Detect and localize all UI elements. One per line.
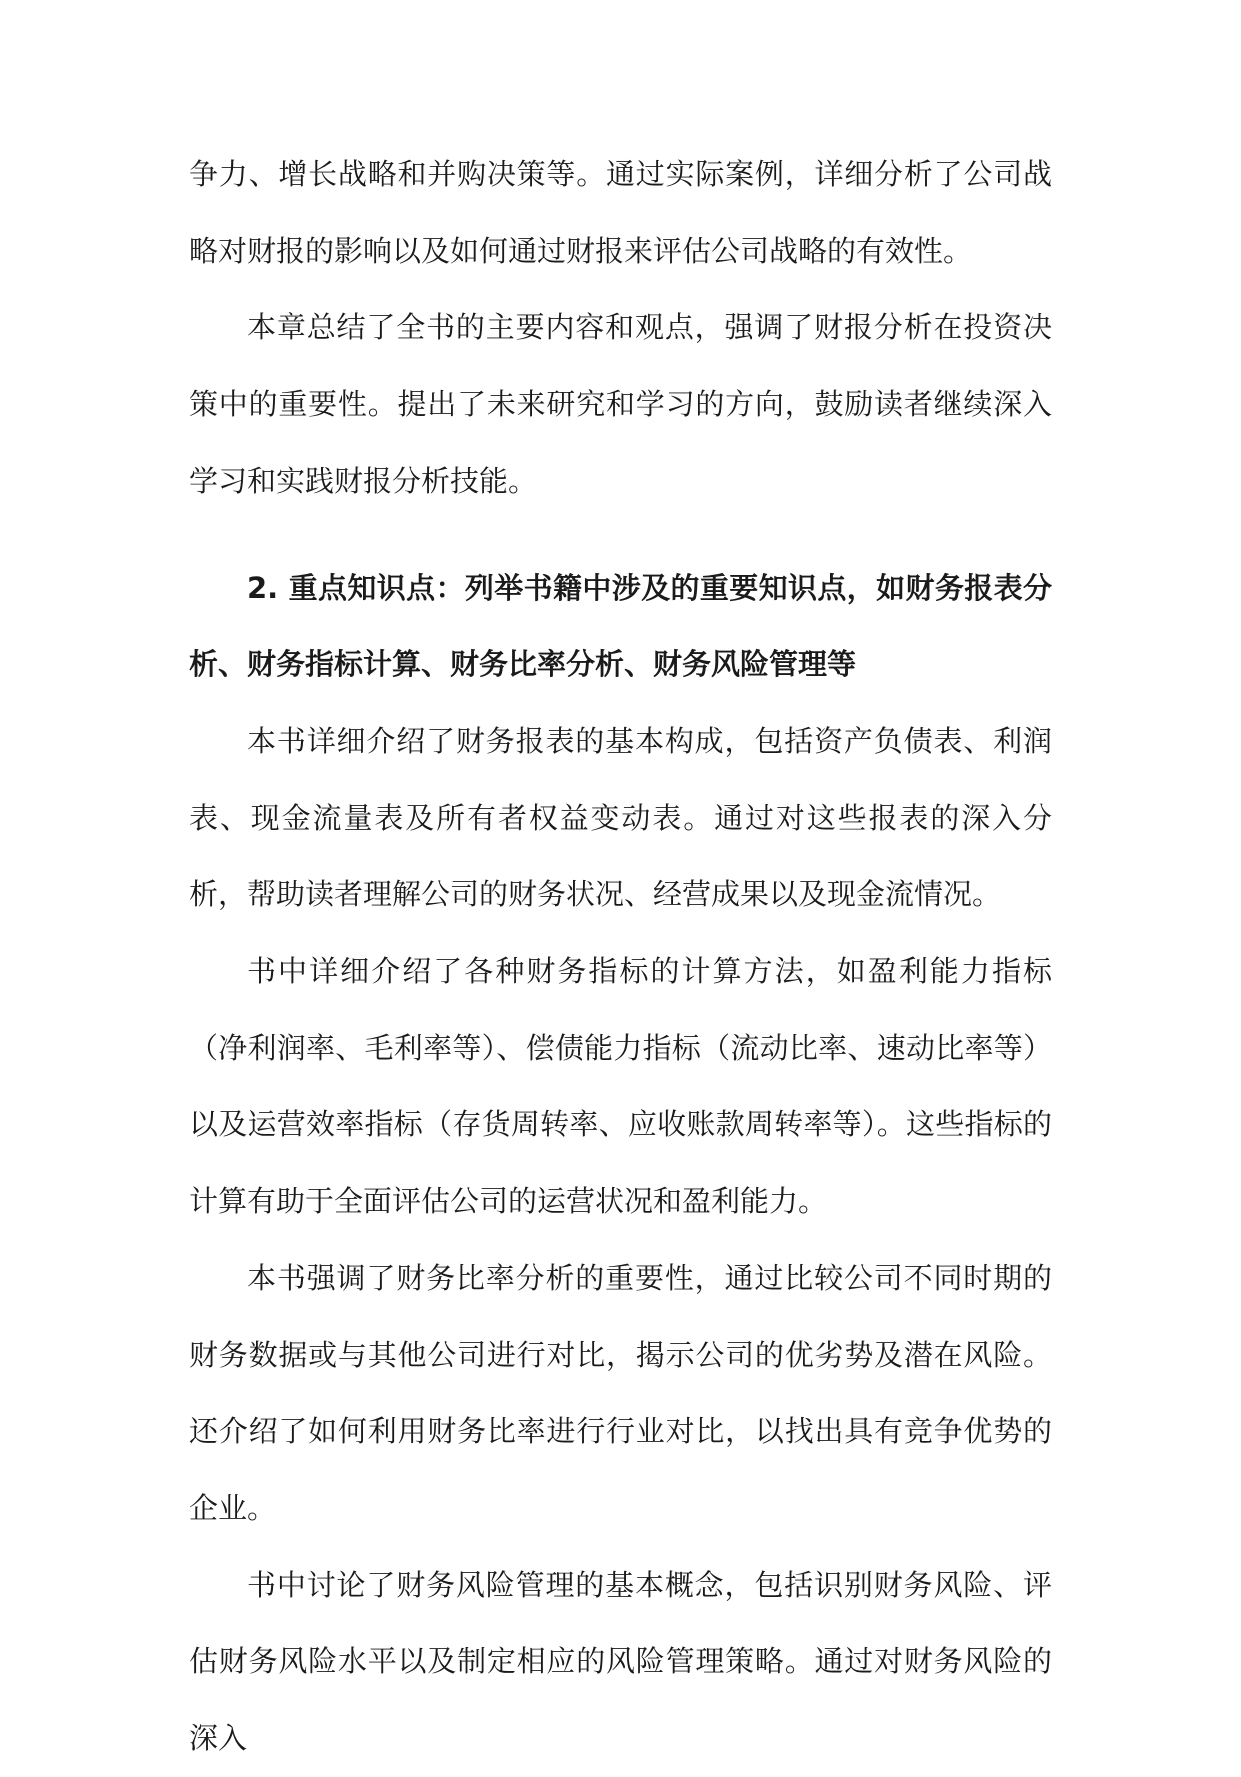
- section-heading-key-points: 2. 重点知识点：列举书籍中涉及的重要知识点，如财务报表分析、财务指标计算、财务比率分析、财务风险管理等: [189, 570, 1052, 682]
- paragraph-financial-statements: 本书详细介绍了财务报表的基本构成，包括资产负债表、利润表、现金流量表及所有者权益变动表。通过对这些报表的深入分析，帮助读者理解公司的财务状况、经营成果以及现金流情况。: [189, 723, 1052, 912]
- paragraph-chapter-summary: 本章总结了全书的主要内容和观点，强调了财报分析在投资决策中的重要性。提出了未来研究和学习的方向，鼓励读者继续深入学习和实践财报分析技能。: [189, 310, 1052, 498]
- document-body: [189, 136, 1052, 1777]
- paragraph-risk-management: 书中讨论了财务风险管理的基本概念，包括识别财务风险、评估财务风险水平以及制定相应的风险管理策略。通过对财务风险的深入: [189, 1567, 1052, 1756]
- paragraph-financial-indicators: 书中详细介绍了各种财务指标的计算方法，如盈利能力指标（净利润率、毛利率等）、偿债能力指标（流动比率、速动比率等）以及运营效率指标（存货周转率、应收账款周转率等）。这些指标的计算有助于全面评估公司的运营状况和盈利能力。: [189, 954, 1052, 1219]
- paragraph-continuation: 争力、增长战略和并购决策等。通过实际案例，详细分析了公司战略对财报的影响以及如何通过财报来评估公司战略的有效性。: [189, 157, 1052, 268]
- paragraph-ratio-analysis: 本书强调了财务比率分析的重要性，通过比较公司不同时期的财务数据或与其他公司进行对比，揭示公司的优劣势及潜在风险。还介绍了如何利用财务比率进行行业对比，以找出具有竞争优势的企业。: [189, 1260, 1052, 1525]
